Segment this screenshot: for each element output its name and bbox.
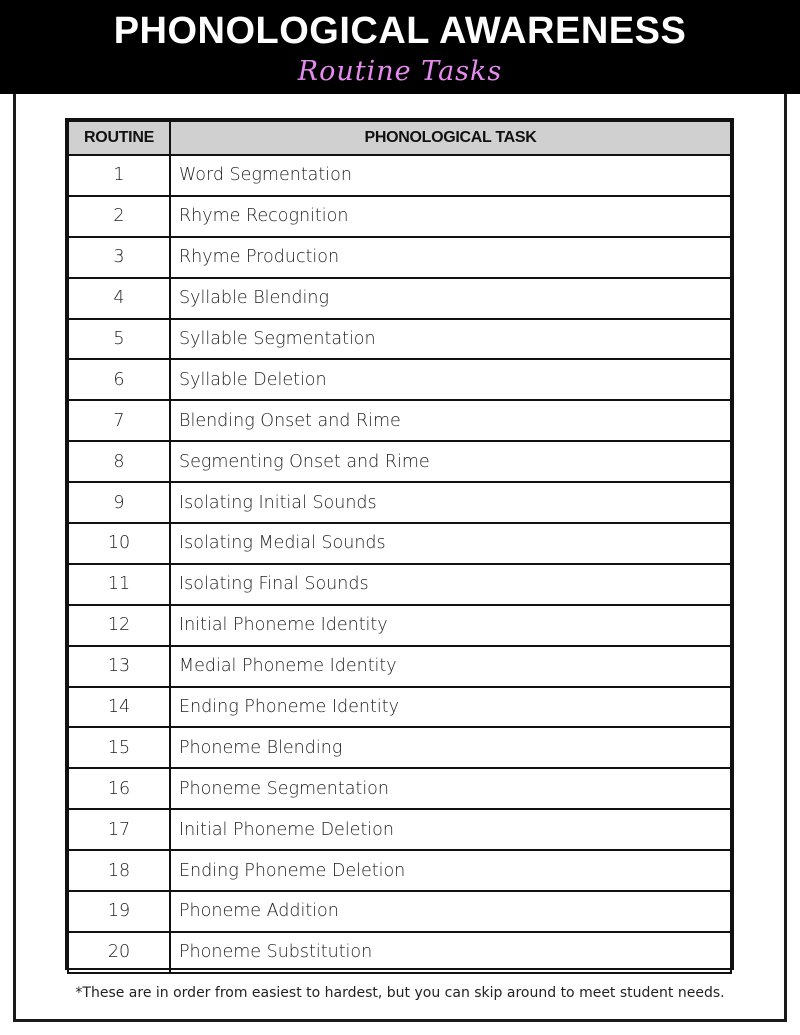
routine-number: 8 xyxy=(68,441,170,482)
routine-table xyxy=(65,118,734,970)
table-row xyxy=(68,646,731,687)
table-row xyxy=(68,891,731,932)
routine-number: 18 xyxy=(68,850,170,891)
table-row xyxy=(68,196,731,237)
phonological-task: Initial Phoneme Deletion xyxy=(170,809,731,850)
routine-number: 15 xyxy=(68,727,170,768)
table-row xyxy=(68,237,731,278)
phonological-task: Syllable Blending xyxy=(170,278,731,319)
routine-number: 10 xyxy=(68,523,170,564)
page-subtitle: Routine Tasks xyxy=(297,56,503,87)
routine-number: 16 xyxy=(68,768,170,809)
routine-number: 20 xyxy=(68,932,170,973)
routine-number: 3 xyxy=(68,237,170,278)
table-row xyxy=(68,278,731,319)
table-row xyxy=(68,605,731,646)
routine-number: 4 xyxy=(68,278,170,319)
phonological-task: Rhyme Recognition xyxy=(170,196,731,237)
phonological-task: Phoneme Addition xyxy=(170,891,731,932)
routine-number: 6 xyxy=(68,359,170,400)
table-row xyxy=(68,400,731,441)
table-header-row xyxy=(68,121,731,155)
table-row xyxy=(68,482,731,523)
table-row xyxy=(68,727,731,768)
phonological-task: Initial Phoneme Identity xyxy=(170,605,731,646)
page-title: PHONOLOGICAL AWARENESS xyxy=(113,10,687,52)
phonological-task: Ending Phoneme Deletion xyxy=(170,850,731,891)
routine-number: 11 xyxy=(68,564,170,605)
table-row xyxy=(68,319,731,360)
table-row xyxy=(68,850,731,891)
phonological-task: Isolating Medial Sounds xyxy=(170,523,731,564)
table-row xyxy=(68,523,731,564)
phonological-task: Rhyme Production xyxy=(170,237,731,278)
phonological-task: Word Segmentation xyxy=(170,155,731,196)
routine-number: 14 xyxy=(68,687,170,728)
column-header-routine: ROUTINE xyxy=(68,121,170,155)
routine-number: 12 xyxy=(68,605,170,646)
phonological-task: Blending Onset and Rime xyxy=(170,400,731,441)
table-row xyxy=(68,564,731,605)
phonological-task: Isolating Initial Sounds xyxy=(170,482,731,523)
routine-number: 5 xyxy=(68,319,170,360)
footnote: *These are in order from easiest to hardest, but you can skip around to meet student needs. xyxy=(75,985,725,1001)
table-row xyxy=(68,155,731,196)
table-row xyxy=(68,809,731,850)
routine-number: 19 xyxy=(68,891,170,932)
phonological-task: Phoneme Blending xyxy=(170,727,731,768)
phonological-task: Segmenting Onset and Rime xyxy=(170,441,731,482)
routine-number: 2 xyxy=(68,196,170,237)
table-body xyxy=(68,155,731,973)
routine-number: 9 xyxy=(68,482,170,523)
routine-number: 7 xyxy=(68,400,170,441)
phonological-task: Phoneme Substitution xyxy=(170,932,731,973)
phonological-task: Syllable Deletion xyxy=(170,359,731,400)
routine-number: 13 xyxy=(68,646,170,687)
table-row xyxy=(68,768,731,809)
phonological-task: Syllable Segmentation xyxy=(170,319,731,360)
phonological-task: Ending Phoneme Identity xyxy=(170,687,731,728)
phonological-task: Phoneme Segmentation xyxy=(170,768,731,809)
routine-number: 17 xyxy=(68,809,170,850)
table-row xyxy=(68,932,731,973)
column-header-task: PHONOLOGICAL TASK xyxy=(170,121,731,155)
page-header xyxy=(0,0,800,94)
phonological-task: Isolating Final Sounds xyxy=(170,564,731,605)
routine-number: 1 xyxy=(68,155,170,196)
table-row xyxy=(68,359,731,400)
phonological-task: Medial Phoneme Identity xyxy=(170,646,731,687)
table-row xyxy=(68,687,731,728)
table-row xyxy=(68,441,731,482)
